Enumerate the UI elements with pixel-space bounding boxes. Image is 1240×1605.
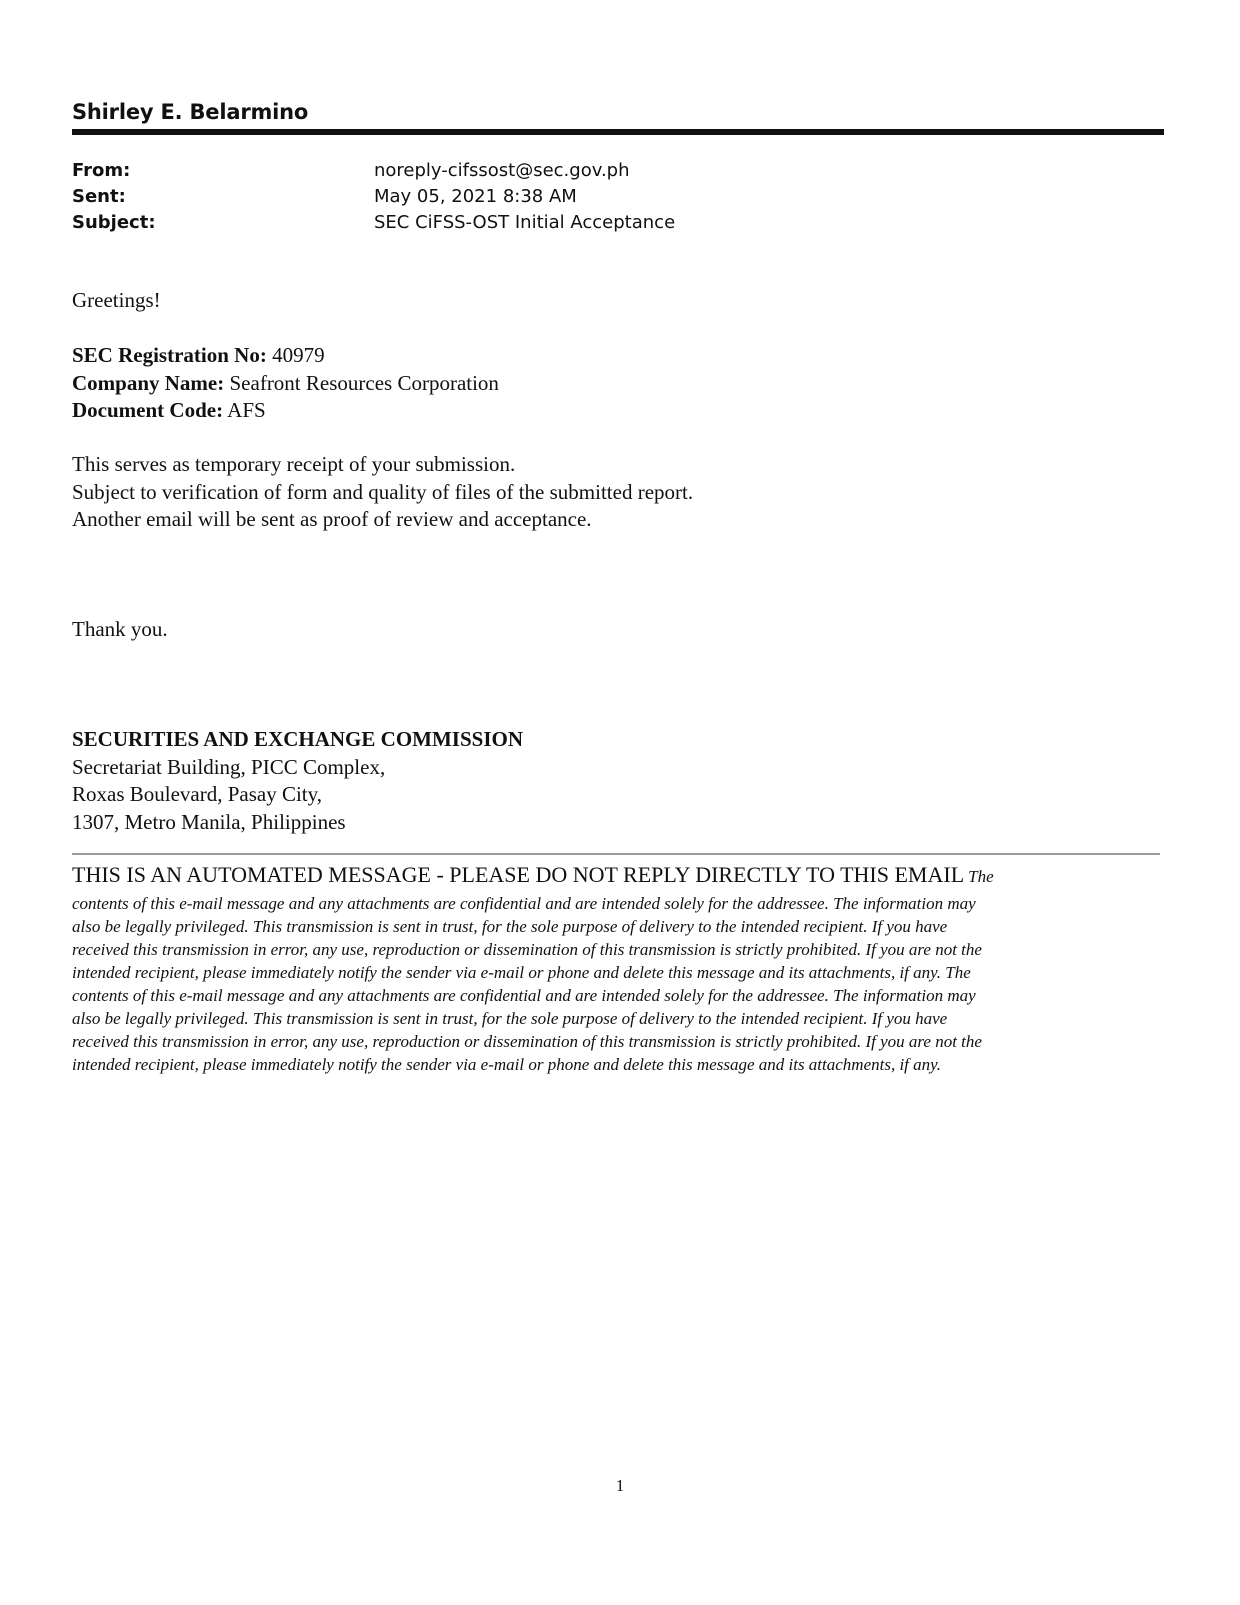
receipt-line: Another email will be sent as proof of review and acceptance. — [72, 507, 592, 531]
address-line: 1307, Metro Manila, Philippines — [72, 809, 346, 834]
page-number: 1 — [615, 1476, 625, 1495]
subject-row — [72, 210, 675, 236]
thanks-line: Thank you. — [72, 617, 168, 641]
address-line: Secretariat Building, PICC Complex, — [72, 754, 386, 779]
disclaimer-line: received this transmission in error, any use, reproduction or dissemination of this transmission is strictly prohibited. If you are not the — [72, 1032, 982, 1051]
company-value: Seafront Resources Corporation — [229, 370, 499, 395]
sent-label: Sent: — [72, 186, 126, 207]
subject-label: Subject: — [72, 212, 156, 233]
subject-value: SEC CiFSS-OST Initial Acceptance — [374, 212, 676, 233]
disclaimer-line: contents of this e-mail message and any attachments are confidential and are intended solely for the addressee. The information may — [72, 894, 976, 913]
org-name: SECURITIES AND EXCHANGE COMMISSION — [72, 727, 523, 751]
registration-value: 40979 — [272, 343, 325, 367]
company-label: Company Name: — [72, 370, 225, 395]
mailbox-owner-name: Shirley E. Belarmino — [72, 100, 309, 124]
from-row — [72, 158, 675, 184]
sent-value: May 05, 2021 8:38 AM — [374, 186, 577, 207]
receipt-line: Subject to verification of form and quality of files of the submitted report. — [72, 479, 694, 504]
doc-code-row — [72, 397, 499, 425]
submission-fields — [72, 342, 499, 425]
confidentiality-notice — [72, 861, 1162, 1076]
disclaimer-line: intended recipient, please immediately notify the sender via e-mail or phone and delete this message and its attachments, if any. — [72, 1055, 942, 1074]
receipt-line: This serves as temporary receipt of your submission. — [72, 452, 516, 476]
disclaimer-line: contents of this e-mail message and any attachments are confidential and are intended solely for the addressee. The information may — [72, 986, 976, 1005]
disclaimer-line: also be legally privileged. This transmission is sent in trust, for the sole purpose of delivery to the intended recipient. If you have — [72, 1009, 948, 1028]
from-label: From: — [72, 160, 131, 181]
doc-code-value: AFS — [227, 398, 266, 422]
company-row — [72, 370, 499, 398]
sent-row — [72, 184, 675, 210]
receipt-paragraph — [72, 451, 693, 534]
registration-row — [72, 342, 499, 370]
address-line: Roxas Boulevard, Pasay City, — [72, 782, 323, 806]
disclaimer-line: also be legally privileged. This transmission is sent in trust, for the sole purpose of delivery to the intended recipient. If you have — [72, 917, 948, 936]
registration-label: SEC Registration No: — [72, 343, 267, 367]
doc-code-label: Document Code: — [72, 398, 224, 422]
from-value: noreply-cifssost@sec.gov.ph — [374, 160, 630, 181]
owner-divider — [72, 129, 1164, 135]
disclaimer-line: received this transmission in error, any use, reproduction or dissemination of this transmission is strictly prohibited. If you are not the — [72, 940, 982, 959]
greeting: Greetings! — [72, 288, 161, 312]
automated-notice: THIS IS AN AUTOMATED MESSAGE - PLEASE DO NOT REPLY DIRECTLY TO THIS EMAIL — [72, 862, 965, 887]
signature-block — [72, 726, 523, 836]
notice-heading-line — [72, 861, 1162, 892]
disclaimer-line: intended recipient, please immediately notify the sender via e-mail or phone and delete this message and its attachments, if any. The — [72, 963, 971, 982]
email-header — [72, 158, 675, 236]
disclaimer-first-word: The — [968, 867, 994, 886]
footer-divider — [72, 853, 1160, 855]
